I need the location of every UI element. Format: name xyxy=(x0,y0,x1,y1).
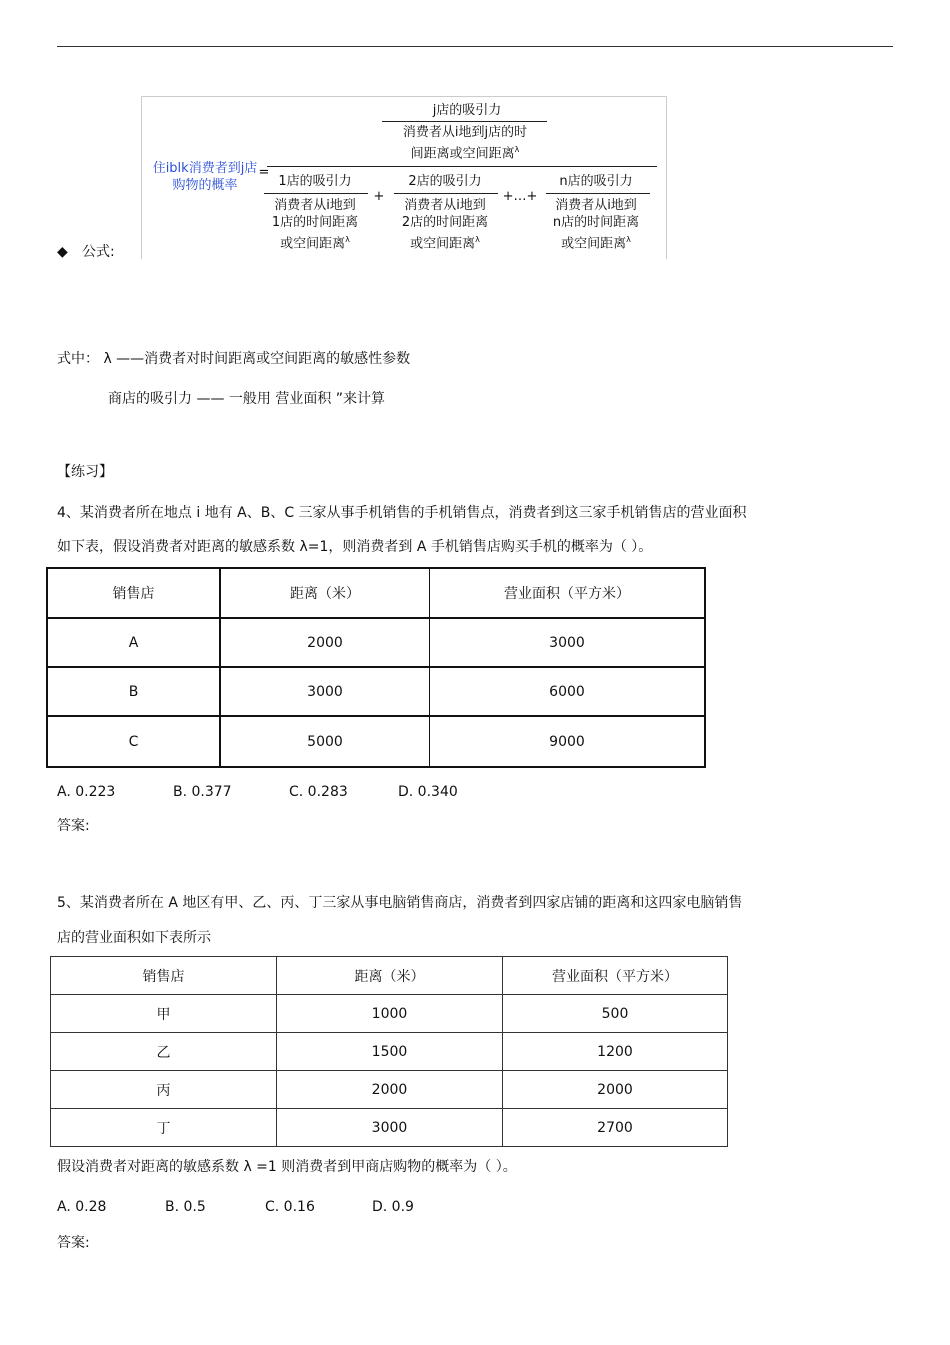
q5-option-b: B. 0.5 xyxy=(165,1199,206,1215)
formula-top-denominator-2: 间距离或空间距离$^\lambda$ xyxy=(410,145,520,162)
table-cell: 乙 xyxy=(51,1033,277,1071)
q5-answer-label: 答案: xyxy=(57,1235,90,1251)
table-cell: A xyxy=(47,618,220,667)
termn-den-2: n店的时间距离 xyxy=(552,215,640,230)
table-row xyxy=(51,1109,728,1147)
table-header-cell: 距离（米） xyxy=(277,957,503,995)
formula-equals: = xyxy=(258,165,270,180)
notes-lambda: 式中： λ ——消费者对时间距离或空间距离的敏感性参数 xyxy=(57,351,411,367)
table-cell: 1500 xyxy=(277,1033,503,1071)
q4-option-a: A. 0.223 xyxy=(57,784,116,800)
table-row xyxy=(47,618,705,667)
q4-option-d: D. 0.340 xyxy=(398,784,458,800)
termn-den-3: 或空间距离$^\lambda$ xyxy=(561,235,631,252)
table-cell: 1200 xyxy=(503,1033,728,1071)
term2-line xyxy=(394,193,498,194)
table-cell: 3000 xyxy=(430,618,706,667)
table-row xyxy=(51,1033,728,1071)
table-header-cell: 营业面积（平方米） xyxy=(430,568,706,618)
table-header-cell: 距离（米） xyxy=(220,568,430,618)
table-row xyxy=(47,716,705,767)
formula-top-denominator-1: 消费者从i地到j店的时 xyxy=(402,125,528,140)
formula-top-numerator: j店的吸引力 xyxy=(432,103,502,118)
term2-den-1: 消费者从i地到 xyxy=(404,198,486,213)
table-cell: 2000 xyxy=(277,1071,503,1109)
termn-line xyxy=(546,193,650,194)
formula-top-inner-line xyxy=(382,121,547,122)
table-cell: 丁 xyxy=(51,1109,277,1147)
table-header-row xyxy=(51,957,728,995)
table-header-cell: 销售店 xyxy=(47,568,220,618)
term2-den-2: 2店的时间距离 xyxy=(401,215,489,230)
table-cell: 9000 xyxy=(430,716,706,767)
table-cell: 甲 xyxy=(51,995,277,1033)
term2-den-3: 或空间距离$^\lambda$ xyxy=(410,235,480,252)
q5-option-c: C. 0.16 xyxy=(265,1199,315,1215)
formula-lhs-line1: 住iblk消费者到j店 xyxy=(152,161,258,176)
table-row xyxy=(51,1071,728,1109)
formula-ellipsis: +…+ xyxy=(502,189,538,204)
term1-line xyxy=(264,193,368,194)
table-cell: 丙 xyxy=(51,1071,277,1109)
table-cell: 2000 xyxy=(220,618,430,667)
q5-question: 假设消费者对距离的敏感系数 λ =1 则消费者到甲商店购物的概率为（ ）。 xyxy=(57,1159,517,1175)
q4-stem-line1: 4、某消费者所在地点 i 地有 A、B、C 三家从事手机销售的手机销售点，消费者到这三家手机销售店的营业面积 xyxy=(57,505,747,521)
table-cell: 3000 xyxy=(220,667,430,716)
q5-table xyxy=(50,956,728,1147)
table-header-cell: 销售店 xyxy=(51,957,277,995)
term1-den-1: 消费者从i地到 xyxy=(274,198,356,213)
q5-option-d: D. 0.9 xyxy=(372,1199,414,1215)
term2-numerator: 2店的吸引力 xyxy=(408,174,482,189)
formula-label: 公式: xyxy=(82,244,115,260)
table-cell: 500 xyxy=(503,995,728,1033)
q4-table xyxy=(46,567,706,768)
formula-lhs-line2: 购物的概率 xyxy=(172,178,238,193)
q4-stem-line2: 如下表，假设消费者对距离的敏感系数 λ=1，则消费者到 A 手机销售店购买手机的概率为（ ）。 xyxy=(57,539,653,555)
q5-option-a: A. 0.28 xyxy=(57,1199,107,1215)
bullet-diamond-icon: ◆ xyxy=(57,244,68,260)
q4-option-c: C. 0.283 xyxy=(289,784,348,800)
notes-attraction: 商店的吸引力 —— 一般用 营业面积 ”来计算 xyxy=(108,391,386,407)
term1-den-2: 1店的时间距离 xyxy=(271,215,359,230)
table-cell: C xyxy=(47,716,220,767)
termn-numerator: n店的吸引力 xyxy=(559,174,633,189)
table-cell: 1000 xyxy=(277,995,503,1033)
q4-option-b: B. 0.377 xyxy=(173,784,232,800)
table-cell: 6000 xyxy=(430,667,706,716)
table-cell: 3000 xyxy=(277,1109,503,1147)
term1-numerator: 1店的吸引力 xyxy=(278,174,352,189)
table-header-row xyxy=(47,568,705,618)
q4-answer-label: 答案: xyxy=(57,818,90,834)
header-rule xyxy=(57,46,893,47)
table-row xyxy=(47,667,705,716)
practice-heading: 【练习】 xyxy=(57,464,113,480)
termn-den-1: 消费者从i地到 xyxy=(555,198,637,213)
formula-main-fraction-line xyxy=(267,166,657,167)
table-cell: B xyxy=(47,667,220,716)
table-cell: 2000 xyxy=(503,1071,728,1109)
q5-stem-line1: 5、某消费者所在 A 地区有甲、乙、丙、丁三家从事电脑销售商店，消费者到四家店铺的距离和这四家电脑销售 xyxy=(57,895,743,911)
table-cell: 2700 xyxy=(503,1109,728,1147)
huff-model-formula xyxy=(141,96,667,259)
table-row xyxy=(51,995,728,1033)
formula-plus: + xyxy=(373,189,385,204)
term1-den-3: 或空间距离$^\lambda$ xyxy=(280,235,350,252)
q5-stem-line2: 店的营业面积如下表所示 xyxy=(57,930,211,946)
table-cell: 5000 xyxy=(220,716,430,767)
table-header-cell: 营业面积（平方米） xyxy=(503,957,728,995)
